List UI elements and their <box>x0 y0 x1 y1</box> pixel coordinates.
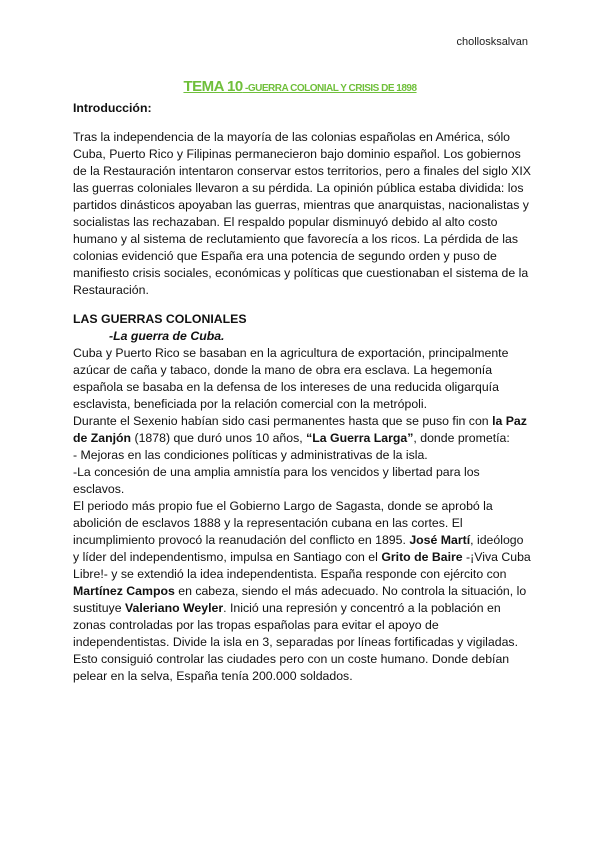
document-title <box>0 78 600 96</box>
cuba-paragraph-2: Durante el Sexenio habían sido casi permanentes hasta que se puso fin con la Paz de Zanjón (1878) que duró unos 10 años, “La Guerra Larga”, donde prometía: <box>73 414 527 445</box>
document-body <box>73 100 533 685</box>
cuba-paragraph-1: Cuba y Puerto Rico se basaban en la agricultura de exportación, principalmente azúcar de caña y tabaco, donde la mano de obra era esclava. La hegemonía española se basaba en la defensa de los intereses de una reducida oligarquía esclavista, beneficiada por la relación comercial con la metrópoli. <box>73 346 509 411</box>
intro-paragraph: Tras la independencia de la mayoría de las colonias españolas en América, sólo Cuba, Puerto Rico y Filipinas permanecieron bajo dominio español. Los gobiernos de la Restauración intentaron conservar estos territorios, pero a finales del siglo XIX las guerras coloniales llevaron a su pérdida. La opinión pública estaba dividida: los partidos dinásticos apoyaban las guerras, mientras que anarquistas, nacionalistas y socialistas las rechazaban. El respaldo popular disminuyó debido al alto costo humano y al sistema de reclutamiento que favorecía a los ricos. La pérdida de las colonias evidenció que España era una potencia de segundo orden y puso de manifiesto crisis sociales, económicas y políticas que cuestionaban el sistema de la Restauración. <box>73 130 531 297</box>
watermark-text: chollosksalvan <box>456 36 528 48</box>
bold-paz-zanjon: la Paz de Zanjón <box>73 414 527 445</box>
cuba-paragraph-3: El periodo más propio fue el Gobierno Largo de Sagasta, donde se aprobó la abolición de esclavos 1888 y la representación cubana en las cortes. El incumplimiento provocó la reanudación del conflicto en 1895. José Martí, ideólogo y líder del independentismo, impulsa en Santiago con el Grito de Baire -¡Viva Cuba Libre!- y se extendió la idea independentista. España responde con ejército con Martínez Campos en cabeza, siendo el más adecuado. No controla la situación, lo sustituye Valeriano Weyler. Inició una represión y concentró a la población en zonas controladas por las tropas españolas para evitar el apoyo de independentistas. Divide la isla en 3, separadas por líneas fortificadas y vigiladas. Esto consiguió controlar las ciudades pero con un coste humano. Donde debían pelear en la selva, España tenía 200.000 soldados. <box>73 499 531 683</box>
bold-grito-baire: Grito de Baire <box>381 550 463 564</box>
bullet-item-2: -La concesión de una amplia amnistía para los vencidos y libertad para los esclavos. <box>73 465 480 496</box>
title-subject: -GUERRA COLONIAL Y CRISIS DE 1898 <box>242 83 417 94</box>
bold-guerra-larga: “La Guerra Larga” <box>306 431 414 445</box>
intro-heading: Introducción: <box>73 101 152 115</box>
bold-valeriano-weyler: Valeriano Weyler <box>124 601 224 615</box>
section-subheading: -La guerra de Cuba. <box>109 329 225 343</box>
bullet-item-1: - Mejoras en las condiciones políticas y administrativas de la isla. <box>73 448 428 462</box>
section-heading: LAS GUERRAS COLONIALES <box>73 312 247 326</box>
bold-martinez-campos: Martínez Campos <box>73 584 175 598</box>
title-tema: TEMA 10 <box>183 78 243 95</box>
bold-jose-marti: José Martí <box>409 533 471 547</box>
